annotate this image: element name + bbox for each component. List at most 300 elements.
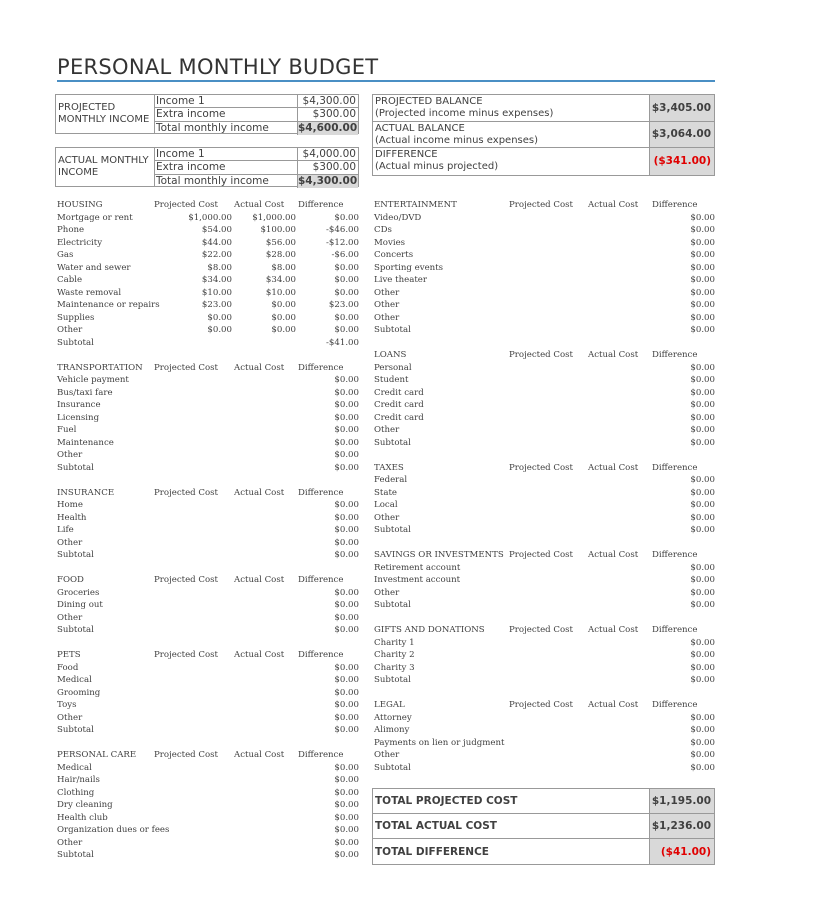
difference-cell[interactable]: $0.00 — [690, 650, 715, 660]
subtotal-row — [57, 337, 361, 350]
table-row — [374, 562, 717, 575]
category-header — [374, 549, 717, 562]
row-label[interactable]: Water and sewer — [57, 262, 131, 273]
income-value[interactable]: $300.00 — [312, 161, 356, 174]
column-header-projected: Projected Cost — [509, 462, 574, 473]
category-title: GIFTS AND DONATIONS — [374, 625, 485, 635]
actual-balance-row — [373, 122, 714, 149]
table-row — [57, 512, 361, 525]
table-row — [57, 824, 361, 837]
table-row — [374, 474, 717, 487]
difference-cell[interactable]: $0.00 — [690, 225, 715, 235]
difference-cell[interactable]: -$46.00 — [326, 225, 359, 235]
category-title: TRANSPORTATION — [57, 362, 143, 373]
difference-cell[interactable]: $0.00 — [690, 287, 715, 298]
table-row — [57, 449, 361, 462]
row-label[interactable]: Phone — [57, 225, 85, 235]
column-header-projected: Projected Cost — [509, 200, 574, 210]
row-label[interactable]: Health club — [57, 812, 108, 823]
table-row — [57, 274, 361, 287]
difference-cell[interactable]: $0.00 — [690, 275, 715, 285]
row-label[interactable]: Dining out — [57, 600, 103, 610]
row-label[interactable]: Other — [374, 512, 400, 523]
difference-cell[interactable]: $0.00 — [334, 550, 359, 560]
projected-cost-cell[interactable]: $1,000.00 — [188, 212, 232, 223]
total-label: TOTAL DIFFERENCE — [373, 839, 650, 864]
total-label: TOTAL ACTUAL COST — [373, 814, 650, 838]
difference-cell[interactable]: $0.00 — [334, 387, 359, 398]
table-row — [57, 324, 361, 337]
table-row — [57, 837, 361, 850]
category-title: ENTERTAINMENT — [374, 200, 457, 210]
projected-income-row — [155, 95, 358, 108]
category-header — [374, 349, 717, 362]
difference-cell[interactable]: $0.00 — [334, 262, 359, 273]
category-title: PERSONAL CARE — [57, 750, 137, 760]
actual-income-row — [155, 161, 358, 174]
row-label[interactable]: Credit card — [374, 387, 424, 398]
row-label: Subtotal — [374, 325, 411, 335]
row-label[interactable]: Investment account — [374, 575, 461, 585]
difference-cell[interactable]: $0.00 — [334, 462, 359, 473]
difference-cell[interactable]: $0.00 — [690, 400, 715, 410]
table-row — [57, 612, 361, 625]
difference-cell[interactable]: $0.00 — [334, 412, 359, 423]
category-header — [374, 199, 717, 212]
difference-cell[interactable]: $0.00 — [334, 437, 359, 448]
projected-cost-cell[interactable]: $23.00 — [201, 300, 232, 310]
actual-balance-value[interactable]: $3,064.00 — [650, 122, 714, 148]
income-name[interactable]: Income 1 — [155, 95, 298, 107]
difference-cell[interactable]: $0.00 — [690, 425, 715, 435]
projected-cost-cell[interactable]: $10.00 — [201, 287, 232, 298]
subtotal-row — [57, 462, 361, 475]
difference-cell[interactable]: $0.00 — [690, 712, 715, 723]
difference-cell[interactable]: $0.00 — [690, 600, 715, 610]
balance-label — [373, 95, 650, 121]
difference-cell[interactable]: $0.00 — [334, 512, 359, 523]
actual-cost-cell[interactable]: $10.00 — [265, 287, 296, 298]
row-label[interactable]: Fuel — [57, 425, 77, 435]
total-projected-value[interactable]: $1,195.00 — [650, 789, 714, 813]
actual-income-box — [55, 147, 359, 187]
table-row — [57, 399, 361, 412]
actual-cost-cell[interactable]: $0.00 — [271, 325, 296, 335]
column-header-actual: Actual Cost — [588, 700, 639, 710]
projected-cost-cell[interactable]: $44.00 — [201, 237, 232, 248]
row-label[interactable]: Retirement account — [374, 562, 461, 573]
table-row — [57, 374, 361, 387]
row-label[interactable]: Student — [374, 375, 409, 385]
income-total-value[interactable]: $4,300.00 — [298, 174, 358, 187]
row-label[interactable]: Clothing — [57, 787, 95, 798]
difference-cell[interactable]: $0.00 — [690, 750, 715, 760]
row-label[interactable]: Hair/nails — [57, 775, 100, 785]
row-label[interactable]: Other — [57, 450, 83, 460]
difference-cell[interactable]: $0.00 — [690, 250, 715, 260]
table-row — [374, 712, 717, 725]
difference-cell[interactable]: $0.00 — [690, 475, 715, 485]
row-label[interactable]: Other — [57, 537, 83, 548]
table-row — [374, 662, 717, 675]
table-row — [374, 487, 717, 500]
row-label[interactable]: Live theater — [374, 275, 427, 285]
column-header-actual: Actual Cost — [588, 200, 639, 210]
difference-cell[interactable]: $0.00 — [334, 425, 359, 435]
row-label[interactable]: Concerts — [374, 250, 414, 260]
column-header-projected: Projected Cost — [509, 700, 574, 710]
table-row — [374, 249, 717, 262]
row-label[interactable]: Other — [374, 425, 400, 435]
table-row — [374, 287, 717, 300]
difference-cell[interactable]: $0.00 — [334, 712, 359, 723]
row-label: Subtotal — [374, 762, 411, 773]
table-row — [374, 587, 717, 600]
column-header-actual: Actual Cost — [588, 462, 639, 473]
income-name[interactable]: Extra income — [155, 161, 298, 173]
difference-cell[interactable]: $0.00 — [690, 375, 715, 385]
difference-cell[interactable]: $0.00 — [334, 287, 359, 298]
difference-cell[interactable]: $0.00 — [690, 412, 715, 423]
row-label[interactable]: Sporting events — [374, 262, 444, 273]
balance-subtitle: (Projected income minus expenses) — [375, 108, 554, 119]
difference-cell[interactable]: $0.00 — [690, 262, 715, 273]
difference-cell[interactable]: $0.00 — [334, 625, 359, 635]
table-row — [374, 737, 717, 750]
row-label[interactable]: Other — [57, 837, 83, 848]
category-housing — [57, 199, 361, 349]
actual-cost-cell[interactable]: $34.00 — [265, 275, 296, 285]
row-label[interactable]: Medical — [57, 762, 92, 773]
difference-cell[interactable]: $0.00 — [334, 312, 359, 323]
row-label[interactable]: Home — [57, 500, 83, 510]
difference-cell[interactable]: $0.00 — [690, 212, 715, 223]
row-label: Subtotal — [57, 725, 94, 735]
subtotal-row — [57, 624, 361, 637]
difference-cell[interactable]: $0.00 — [334, 800, 359, 810]
row-label: Subtotal — [57, 850, 94, 860]
difference-cell[interactable]: $0.00 — [334, 762, 359, 773]
difference-cell[interactable]: $0.00 — [334, 787, 359, 798]
row-label[interactable]: Alimony — [374, 725, 410, 735]
actual-cost-cell[interactable]: $56.00 — [265, 237, 296, 248]
table-row — [57, 599, 361, 612]
difference-cell[interactable]: $0.00 — [690, 675, 715, 685]
table-row — [57, 587, 361, 600]
table-row — [374, 649, 717, 662]
column-header-actual: Actual Cost — [234, 487, 285, 498]
difference-cell[interactable]: $0.00 — [690, 525, 715, 535]
difference-cell[interactable]: -$12.00 — [326, 237, 359, 248]
actual-cost-cell[interactable]: $1,000.00 — [252, 212, 296, 223]
row-label[interactable]: Charity 3 — [374, 662, 415, 673]
table-row — [374, 399, 717, 412]
income-value[interactable]: $300.00 — [312, 108, 356, 121]
projected-income-label: PROJECTED MONTHLY INCOME — [58, 102, 150, 125]
table-row — [57, 537, 361, 550]
row-label[interactable]: Grooming — [57, 687, 101, 698]
difference-cell[interactable]: -$41.00 — [326, 337, 359, 348]
row-label[interactable]: Payments on lien or judgment — [374, 737, 505, 748]
column-header-projected: Projected Cost — [154, 362, 219, 373]
table-row — [374, 749, 717, 762]
row-label[interactable]: Gas — [57, 250, 74, 260]
category-personal-care — [57, 749, 361, 862]
category-food — [57, 574, 361, 637]
column-header-difference: Difference — [652, 700, 698, 710]
category-pets — [57, 649, 361, 737]
table-row — [57, 712, 361, 725]
actual-cost-cell[interactable]: $0.00 — [271, 312, 296, 323]
column-header-difference: Difference — [298, 362, 344, 373]
column-header-actual: Actual Cost — [234, 362, 285, 373]
totals-box — [372, 788, 715, 865]
row-label[interactable]: Personal — [374, 362, 412, 373]
row-label[interactable]: Other — [57, 325, 83, 335]
subtotal-row — [374, 762, 717, 775]
projected-cost-cell[interactable]: $54.00 — [201, 225, 232, 235]
row-label[interactable]: Licensing — [57, 412, 100, 423]
difference-cell[interactable]: $0.00 — [690, 762, 715, 773]
difference-cell[interactable]: $0.00 — [690, 562, 715, 573]
row-label[interactable]: Movies — [374, 237, 406, 248]
balance-subtitle: (Actual minus projected) — [375, 161, 499, 173]
projected-balance-value[interactable]: $3,405.00 — [650, 95, 714, 121]
balance-title: PROJECTED BALANCE — [375, 96, 483, 107]
difference-cell[interactable]: $0.00 — [334, 325, 359, 335]
balance-subtitle: (Actual income minus expenses) — [375, 134, 539, 146]
difference-cell[interactable]: $0.00 — [690, 437, 715, 448]
table-row — [374, 212, 717, 225]
difference-cell[interactable]: $23.00 — [328, 300, 359, 310]
difference-cell[interactable]: $0.00 — [690, 237, 715, 248]
income-value[interactable]: $4,300.00 — [302, 95, 356, 107]
projected-cost-cell[interactable]: $34.00 — [201, 275, 232, 285]
row-label[interactable]: Attorney — [374, 712, 412, 723]
row-label[interactable]: CDs — [374, 225, 392, 235]
row-label[interactable]: Credit card — [374, 412, 424, 423]
difference-cell[interactable]: $0.00 — [690, 662, 715, 673]
total-difference-value[interactable]: ($41.00) — [650, 839, 714, 864]
row-label[interactable]: Toys — [57, 700, 77, 710]
row-label[interactable]: Charity 2 — [374, 650, 415, 660]
difference-cell[interactable]: $0.00 — [334, 825, 359, 835]
row-label[interactable]: Video/DVD — [374, 212, 422, 223]
column-header-projected: Projected Cost — [509, 625, 574, 635]
row-label[interactable]: Bus/taxi fare — [57, 387, 113, 398]
category-header — [57, 362, 361, 375]
balance-title: DIFFERENCE — [375, 149, 438, 161]
difference-cell[interactable]: $0.00 — [690, 737, 715, 748]
row-label[interactable]: Cable — [57, 275, 83, 285]
difference-cell[interactable]: $0.00 — [334, 812, 359, 823]
row-label[interactable]: Maintenance or repairs — [57, 300, 160, 310]
category-header — [57, 487, 361, 500]
column-header-actual: Actual Cost — [588, 550, 639, 560]
difference-cell[interactable]: $0.00 — [334, 700, 359, 710]
difference-cell[interactable]: $0.00 — [334, 375, 359, 385]
category-title: LOANS — [374, 350, 407, 360]
income-value[interactable]: $4,000.00 — [302, 148, 356, 160]
difference-cell[interactable]: $0.00 — [334, 500, 359, 510]
table-row — [57, 424, 361, 437]
row-label[interactable]: Dry cleaning — [57, 800, 113, 810]
category-title: PETS — [57, 650, 81, 660]
table-row — [57, 774, 361, 787]
row-label[interactable]: Other — [374, 287, 400, 298]
row-label[interactable]: Organization dues or fees — [57, 825, 170, 835]
category-title: HOUSING — [57, 200, 103, 210]
difference-cell[interactable]: $0.00 — [690, 512, 715, 523]
difference-cell[interactable]: $0.00 — [690, 362, 715, 373]
table-row — [57, 437, 361, 450]
projected-cost-cell[interactable]: $8.00 — [207, 262, 232, 273]
difference-cell[interactable]: $0.00 — [334, 537, 359, 548]
projected-income-row — [155, 108, 358, 121]
projected-cost-cell[interactable]: $0.00 — [207, 325, 232, 335]
difference-cell[interactable]: $0.00 — [334, 212, 359, 223]
difference-cell[interactable]: $0.00 — [334, 687, 359, 698]
subtotal-row — [57, 549, 361, 562]
difference-cell[interactable]: $0.00 — [334, 612, 359, 623]
table-row — [57, 224, 361, 237]
table-row — [374, 274, 717, 287]
difference-cell[interactable]: $0.00 — [690, 487, 715, 498]
column-header-projected: Projected Cost — [509, 350, 574, 360]
row-label[interactable]: Waste removal — [57, 287, 122, 298]
row-label[interactable]: Food — [57, 662, 79, 673]
row-label[interactable]: State — [374, 487, 398, 498]
table-row — [57, 499, 361, 512]
column-header-difference: Difference — [652, 625, 698, 635]
category-title: SAVINGS OR INVESTMENTS — [374, 550, 504, 560]
column-header-actual: Actual Cost — [234, 575, 285, 585]
difference-cell[interactable]: $0.00 — [690, 575, 715, 585]
difference-row — [373, 148, 714, 175]
actual-cost-cell[interactable]: $8.00 — [271, 262, 296, 273]
table-row — [374, 224, 717, 237]
subtotal-row — [374, 524, 717, 537]
table-row — [57, 762, 361, 775]
title-underline — [57, 80, 715, 82]
actual-cost-cell[interactable]: $100.00 — [260, 225, 296, 235]
difference-cell[interactable]: $0.00 — [334, 400, 359, 410]
row-label[interactable]: Supplies — [57, 312, 95, 323]
row-label[interactable]: Vehicle payment — [57, 375, 129, 385]
subtotal-row — [374, 674, 717, 687]
difference-cell[interactable]: $0.00 — [690, 312, 715, 323]
row-label[interactable]: Other — [374, 312, 400, 323]
row-label[interactable]: Insurance — [57, 400, 101, 410]
table-row — [374, 412, 717, 425]
category-header — [374, 624, 717, 637]
category-entertainment — [374, 199, 717, 337]
difference-cell[interactable]: $0.00 — [334, 450, 359, 460]
difference-value[interactable]: ($341.00) — [650, 148, 714, 175]
actual-income-total-row — [155, 175, 358, 188]
income-name[interactable]: Total monthly income — [155, 122, 298, 135]
category-header — [374, 699, 717, 712]
difference-cell[interactable]: -$6.00 — [331, 250, 359, 260]
column-header-actual: Actual Cost — [234, 750, 285, 760]
difference-cell[interactable]: $0.00 — [334, 850, 359, 860]
difference-cell[interactable]: $0.00 — [334, 587, 359, 598]
subtotal-row — [374, 324, 717, 337]
table-row — [374, 387, 717, 400]
column-header-projected: Projected Cost — [154, 200, 219, 210]
row-label[interactable]: Other — [374, 587, 400, 598]
difference-cell[interactable]: $0.00 — [334, 525, 359, 535]
income-name[interactable]: Extra income — [155, 108, 298, 120]
difference-cell[interactable]: $0.00 — [690, 325, 715, 335]
actual-cost-cell[interactable]: $28.00 — [265, 250, 296, 260]
income-total-value[interactable]: $4,600.00 — [298, 121, 358, 134]
row-label[interactable]: Groceries — [57, 587, 100, 598]
row-label[interactable]: Life — [57, 525, 74, 535]
category-savings-or-investments — [374, 549, 717, 612]
row-label[interactable]: Other — [57, 712, 83, 723]
actual-cost-cell[interactable]: $0.00 — [271, 300, 296, 310]
category-taxes — [374, 462, 717, 537]
row-label[interactable]: Local — [374, 500, 398, 510]
table-row — [57, 699, 361, 712]
row-label[interactable]: Electricity — [57, 237, 103, 248]
table-row — [374, 312, 717, 325]
difference-cell[interactable]: $0.00 — [690, 300, 715, 310]
table-row — [57, 237, 361, 250]
difference-cell[interactable]: $0.00 — [334, 725, 359, 735]
row-label[interactable]: Other — [374, 750, 400, 760]
row-label[interactable]: Mortgage or rent — [57, 212, 133, 223]
row-label[interactable]: Credit card — [374, 400, 424, 410]
row-label[interactable]: Other — [374, 300, 400, 310]
category-gifts-and-donations — [374, 624, 717, 687]
column-header-projected: Projected Cost — [154, 650, 219, 660]
table-row — [57, 524, 361, 537]
difference-cell[interactable]: $0.00 — [690, 387, 715, 398]
difference-cell[interactable]: $0.00 — [690, 587, 715, 598]
row-label[interactable]: Health — [57, 512, 87, 523]
projected-cost-cell[interactable]: $22.00 — [201, 250, 232, 260]
row-label[interactable]: Maintenance — [57, 437, 114, 448]
row-label[interactable]: Other — [57, 612, 83, 623]
difference-cell[interactable]: $0.00 — [690, 637, 715, 648]
difference-cell[interactable]: $0.00 — [690, 500, 715, 510]
difference-cell[interactable]: $0.00 — [690, 725, 715, 735]
row-label[interactable]: Charity 1 — [374, 637, 415, 648]
table-row — [374, 637, 717, 650]
row-label: Subtotal — [374, 600, 411, 610]
difference-cell[interactable]: $0.00 — [334, 662, 359, 673]
table-row — [57, 249, 361, 262]
total-actual-value[interactable]: $1,236.00 — [650, 814, 714, 838]
row-label: Subtotal — [57, 625, 94, 635]
row-label[interactable]: Medical — [57, 675, 92, 685]
total-projected-row — [373, 789, 714, 814]
row-label[interactable]: Federal — [374, 475, 408, 485]
category-header — [57, 749, 361, 762]
projected-cost-cell[interactable]: $0.00 — [207, 312, 232, 323]
difference-cell[interactable]: $0.00 — [334, 675, 359, 685]
difference-cell[interactable]: $0.00 — [334, 600, 359, 610]
income-name[interactable]: Income 1 — [155, 148, 298, 160]
difference-cell[interactable]: $0.00 — [334, 275, 359, 285]
difference-cell[interactable]: $0.00 — [334, 775, 359, 785]
income-name[interactable]: Total monthly income — [155, 175, 298, 188]
table-row — [57, 312, 361, 325]
table-row — [374, 374, 717, 387]
difference-cell[interactable]: $0.00 — [334, 837, 359, 848]
